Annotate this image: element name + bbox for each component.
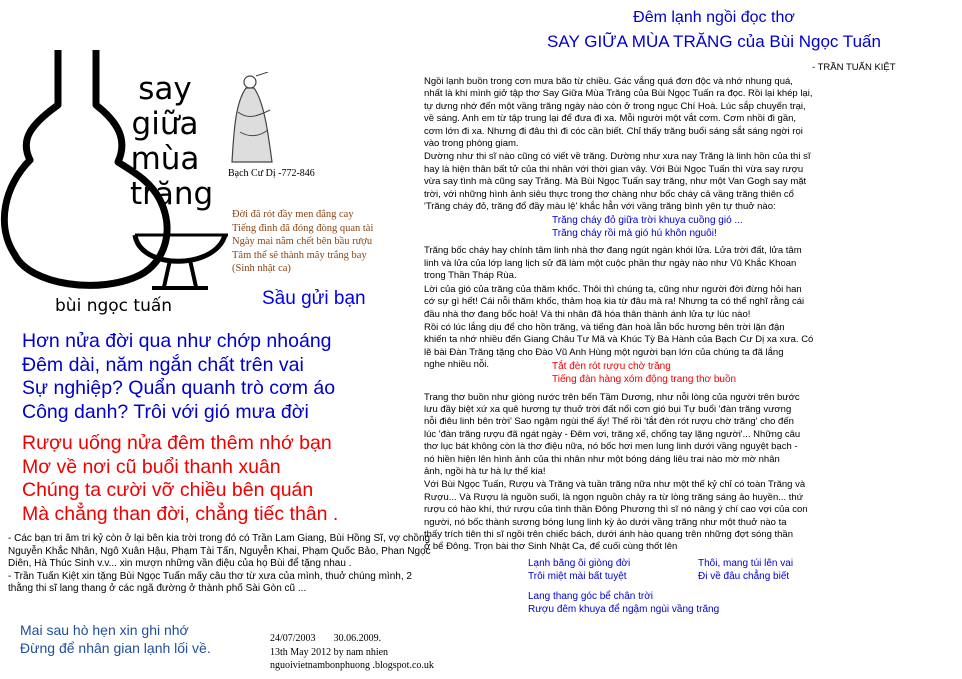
poem-line: Sự nghiệp? Quẩn quanh trò cơm áo [22,377,336,399]
essay-line: 'Trăng cháy đỏ, trăng đổ đầy màu lệ' khắc hẳn với vầng trăng bình yên tự thuở nào: [424,201,776,213]
verse-line: Đi về đâu chẳng biết [698,571,790,583]
signature-block [270,632,434,673]
essay-line: vừa say tình mà cũng say Trăng. Mà Bùi Ngọc Tuấn say trăng, như một Van Gogh say mặt [424,176,807,188]
essay-line: lúc 'đàn trăng rượu đã ngát ngày - Đêm vơi, trăng xế, chống tay lặng người'... Những câu [424,428,801,440]
essay-line: thấy trích tiên thi sĩ ngồi trên chiếc bách, dưới ánh hào quang trên những đợt sóng thần [424,529,793,540]
essay-paragraph [424,392,956,479]
epigraph-source: (Sinh nhật ca) [232,263,291,274]
essay-line: Ngồi lạnh buồn trong cơn mưa bão từ chiều. Gác vắng quá đơn độc và nhớ nhung quá, [424,76,793,87]
epigraph-line: Tâm thể sẽ thành mây trắng bay [232,249,367,261]
epigraph [232,208,373,276]
poem-line: Rượu uống nửa đêm thêm nhớ bạn [22,432,332,454]
essay-paragraph [424,479,956,553]
cover-title-line: trăng [130,176,214,212]
farewell-line: Mai sau hò hẹn xin ghi nhớ [20,622,189,638]
essay-paragraph [424,284,956,321]
verse-line: Rượu đêm khuya để ngậm ngùi vầng trăng [528,604,720,616]
poem-stanza-1 [22,330,335,424]
article-byline: - TRẦN TUẤN KIỆT [812,62,896,73]
essay-line: người, nó bốc thành sương bóng lung linh kỳ ảo dưới vầng trăng như một thuở nào ta [424,516,787,528]
poem-line: Chúng ta cười vỡ chiều bên quán [22,479,314,501]
signature-date: 30.06.2009. [333,633,382,644]
epigraph-line: Tiếng đình đã đóng đòng quan tài [232,222,374,234]
scholar-figure-illustration [228,72,278,167]
essay-paragraph [424,151,956,213]
quoted-line: Trăng cháy rồi mà gió hú khôn nguôi! [552,228,717,240]
essay-line: vào trong phòng giam. [424,138,519,150]
essay-line: Lời của gió của trăng của thăm khốc. Thôi thì chúng ta, cũng như người đời đừng hỏi han [424,283,802,295]
essay-paragraph [424,245,956,282]
essay-line: nó hiền hiện lên hình ảnh của thi nhân như một bóng dáng liêu trai nào mờ mờ nhân [424,453,780,465]
verse-row [528,570,956,584]
signature-dates [270,632,434,646]
poem-line: Đêm dài, năm ngắn chất trên vai [22,353,304,376]
poem-line: Hơn nửa đời qua như chớp nhoáng [22,330,332,352]
article-title: SAY GIỮA MÙA TRĂNG của Bùi Ngọc Tuấn [547,32,881,51]
quoted-line: Tiếng đàn hàng xóm động trang thơ buồn [552,373,737,385]
verse-line: Trôi miệt mài bất tuyệt [528,571,627,583]
epigraph-line: Ngày mai nằm chết bên bầu rượu [232,236,373,247]
essay-line: cơm lớn đi xa. Nhưng đi đâu thì đi cóc cần biết. Chỉ thấy trăng buổi sáng sắt sáng ngời rọi [424,125,803,137]
poem-line: Công danh? Trôi với gió mưa đời [22,400,309,423]
essay-line: rượu có hào khí, thứ rượu của tình thần Đông Phương thì sĩ nó nâng ý chí cao vợi của con [424,504,808,516]
source-site: nguoivietnambonphuong .blogspot.co.uk [270,660,434,671]
essay-line: Dường như thi sĩ nào cũng có viết về trăng. Dường như xưa nay Trăng là linh hồn của thi sĩ [424,151,811,163]
poem-line: Mơ về nơi cũ buổi thanh xuân [22,455,281,478]
cover-title-line: giữa [131,106,199,142]
essay-line: Rồi có lúc lắng dịu để cho hồn trăng, và tiếng đàn hoà lẫn bốc hương bên trời lặn đận [424,321,785,333]
essay-line: lẽ bài Đàn Trăng tặng cho Đào Vũ Anh Hùng một người bạn lớn của chúng ta đã lắng [424,346,784,358]
essay-line: nhất là khi mình giở tập thơ Say Giữa Mùa Trăng của Bùi Ngọc Tuấn ra đọc. Rồi lại khép lại, [424,88,813,100]
epigraph-line: Đời đã rót đầy men đắng cay [232,209,354,220]
quoted-verse [424,214,956,240]
quoted-line: Tắt đèn rót rượu chờ trăng [552,360,671,372]
essay-line: thơ lục bát không còn là thơ điệu nữa, nó bốc hơi men lung linh dưới vầng nguyệt bạch - [424,441,798,453]
essay-line: ở bể Đông. Trọn bài thơ Sinh Nhật Ca, để cuối cùng thốt lên [424,541,678,553]
essay-line: Với Bùi Ngọc Tuấn, Rượu và Trăng và tuần trăng nữa như một thế kỷ chỉ có toàn Trăng và [424,479,806,491]
essay-line: về sáng. Anh em từ tập trung lại để đưa đi xa. Mỗi người một vắt cơm. Cơm nhồi đi gần, [424,113,797,125]
farewell-verse [20,621,211,657]
cover-title-line: mùa [130,141,200,177]
essay-line: Trang thơ buồn như giòng nước trên bến Tầm Dương, như nỗi lòng của người trên bước [424,391,800,403]
essay-line: ảnh, ngồi hà tư hà lự thế kia! [424,465,546,477]
essay-line: linh và lửa của lớp lang lịch sử đã làm một cuộc phần thư ngày nào như Vũ Khắc Khoan [424,257,797,269]
article-subtitle: Đêm lạnh ngồi đọc thơ [633,9,795,26]
essay-line: cớ sự gì hết! Cái nỗi thăm khốc, thảm hoạ kia từ đâu mà ra! Nhưng ta có thể nghĩ rằng cái [424,296,805,308]
quoted-line: Trăng cháy đỏ giữa trời khuya cuồng gió ... [552,215,743,227]
poem-stanza-2 [22,432,338,526]
verse-line: Lạnh băng ôi giòng đời [528,557,631,569]
dedication-note: - Các bạn tri âm tri kỷ còn ở lại bên kia trời trong đó có Trần Lam Giang, Bùi Hồng Sĩ, vợ chồng Nguyễn Khắc Nhân, Ngô Xuân Hậu, Phạm Tài Tấn, Nguyễn Khai, Phạm Quốc Bảo, Phan Ngọc Diên, Hà Thúc Sinh v.v... xin mượn những vần điệu của họ Bùi để tặng nhau . [8,533,431,569]
closing-verse [424,557,956,617]
cover-author: bùi ngọc tuấn [55,296,173,316]
essay-line: hay là hiện thân bất tử của thi nhân với thời gian vây. Với Bùi Ngọc Tuấn thì vừa say rượu [424,163,804,175]
poem-title: Sầu gửi bạn [262,288,366,309]
essay-line: Trăng bốc cháy hay chính tâm linh nhà thơ đang ngút ngàn khói lửa. Lửa trời đất, lửa tâm [424,245,802,257]
essay-line: trong Thần Tháp Rùa. [424,270,517,282]
farewell-line: Đừng để nhân gian lạnh lối về. [20,640,211,656]
essay-line: khiến ta nhớ nhiều đến Giang Châu Tư Mã và Khúc Tỳ Bà Hành của Bạch Cư Dị xa xưa. Có [424,334,814,346]
essay-line: tự dưng nhớ đến một vầng trăng ngày nào còn ở trong ngục Chí Hoà. Lúc sắp chuyển trại, [424,100,806,112]
cover-title [130,71,214,212]
dedication-notes [8,533,438,596]
cover-title-line: say [138,71,192,107]
essay-line: trời, với những hình ảnh siêu thực trong thơ chàng như bốc cháy cả vầng trăng thiên cổ [424,188,794,200]
essay-line: Rượu... Và Rượu là nguồn suối, là ngọn nguồn chảy ra từ lòng trăng sáng ảo huyền... thứ [424,491,804,503]
essay-body [424,76,956,617]
essay-line: đầu nhà thơ đang bốc hoả! Và thi nhân đã hóa thân thành ánh lửa tự lúc nào! [424,308,751,320]
dedication-note: - Trần Tuấn Kiệt xin tặng Bùi Ngọc Tuấn mấy câu thơ từ xưa của mình, thuở chúng mình, 2 thằng thi sĩ lang thang ở các ngã đường ở thành phố Sài Gòn cũ ... [8,570,412,594]
signature-date: 24/07/2003 [270,633,316,644]
poem-line: Mà chẳng than đời, chẳng tiếc thân . [22,502,339,525]
essay-line: nghe nhiều nỗi. [424,359,489,371]
essay-paragraph [424,76,956,150]
posted-by: 13th May 2012 by nam nhien [270,646,389,658]
figure-caption: Bạch Cư Dị -772-846 [228,168,315,179]
essay-line: lưu đầy biệt xứ xa quê hương tự thuở trời đất nổi cơn gió bụi Tự buổi 'đàn trăng vương [424,403,792,415]
verse-row [528,557,956,571]
essay-line: nỗi điêu linh bên trời' Sao ngậm ngùi thế ấy! Thế rồi 'tắt đèn rót rượu chờ trăng' cho đến [424,416,794,428]
verse-line: Lang thang góc bể chân trời [528,590,653,602]
article-header [466,8,962,53]
quoted-verse [424,360,956,386]
verse-line: Thôi, mang túi lên vai [698,557,794,569]
